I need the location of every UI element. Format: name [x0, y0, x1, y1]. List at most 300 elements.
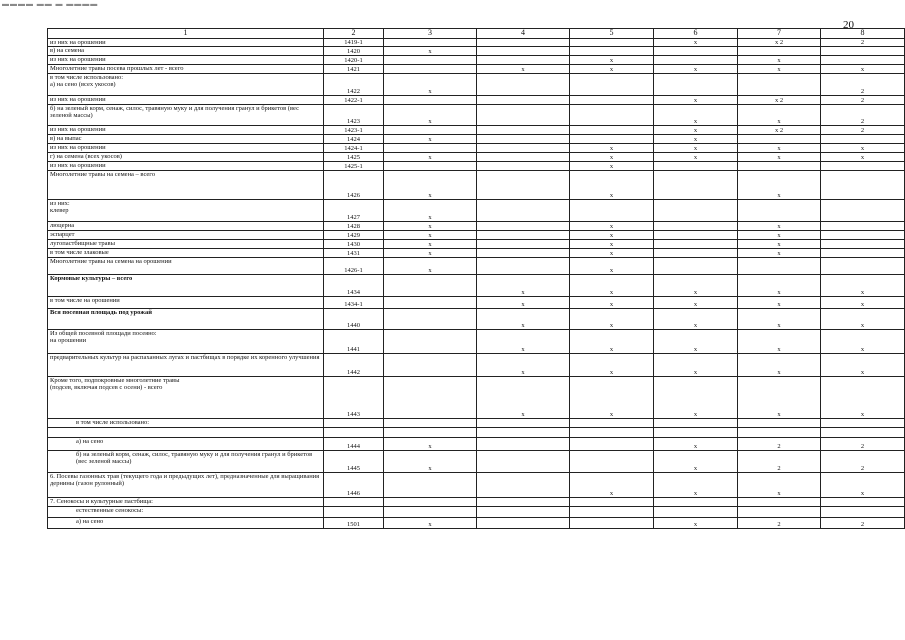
cell-mark-c8: x — [821, 377, 905, 419]
cell-mark-c8: 2 — [821, 518, 905, 529]
cell-mark-c4 — [477, 258, 570, 275]
cell-mark-c3: x — [384, 222, 477, 231]
cell-mark-c8 — [821, 135, 905, 144]
cell-mark-c5 — [570, 135, 654, 144]
cell-mark-c6: x — [654, 126, 738, 135]
cell-mark-c4 — [477, 428, 570, 438]
cell-mark-c8: x — [821, 330, 905, 354]
column-header: 2 — [324, 29, 384, 39]
row-label: люцерна — [48, 222, 324, 231]
cell-mark-c5 — [570, 47, 654, 56]
cell-mark-c3 — [384, 126, 477, 135]
cell-mark-c3 — [384, 419, 477, 428]
row-label: из них на орошении — [48, 96, 324, 105]
table-row — [48, 507, 905, 518]
cell-mark-c7 — [738, 507, 821, 518]
row-code: 1441 — [324, 330, 384, 354]
row-code: 1427 — [324, 200, 384, 222]
cell-mark-c4: x — [477, 354, 570, 377]
cell-mark-c6 — [654, 162, 738, 171]
cell-mark-c6 — [654, 507, 738, 518]
cell-mark-c8: 2 — [821, 96, 905, 105]
cell-mark-c6 — [654, 222, 738, 231]
row-code: 1445 — [324, 451, 384, 473]
cell-mark-c4 — [477, 507, 570, 518]
cell-mark-c3 — [384, 144, 477, 153]
row-code: 1440 — [324, 309, 384, 330]
cell-mark-c5 — [570, 451, 654, 473]
cell-mark-c8 — [821, 249, 905, 258]
row-label: Кормовые культуры – всего — [48, 275, 324, 297]
row-label: Многолетние травы на семена на орошении — [48, 258, 324, 275]
row-label: б) на зеленый корм, сенаж, силос, травяную муку и для получения гранул и брикетов (вес зеленой массы) — [48, 105, 324, 126]
table-row — [48, 65, 905, 74]
cell-mark-c7: x — [738, 473, 821, 498]
cell-mark-c6: x — [654, 96, 738, 105]
row-code — [324, 498, 384, 507]
cell-mark-c5 — [570, 507, 654, 518]
cell-mark-c8: x — [821, 297, 905, 309]
cell-mark-c5: x — [570, 222, 654, 231]
cell-mark-c4: x — [477, 377, 570, 419]
cell-mark-c4 — [477, 56, 570, 65]
cell-mark-c6: x — [654, 153, 738, 162]
table-row — [48, 74, 905, 96]
cell-mark-c4 — [477, 419, 570, 428]
cell-mark-c5 — [570, 39, 654, 47]
cell-mark-c8 — [821, 222, 905, 231]
cell-mark-c4 — [477, 438, 570, 451]
cell-mark-c4 — [477, 126, 570, 135]
row-label: Многолетние травы посева прошлых лет - всего — [48, 65, 324, 74]
cell-mark-c7: x — [738, 153, 821, 162]
row-label: эспарцет — [48, 231, 324, 240]
cell-mark-c3: x — [384, 451, 477, 473]
table-row — [48, 240, 905, 249]
cell-mark-c4 — [477, 473, 570, 498]
cell-mark-c6: x — [654, 518, 738, 529]
cell-mark-c7: x — [738, 330, 821, 354]
cell-mark-c6 — [654, 428, 738, 438]
cell-mark-c6: x — [654, 144, 738, 153]
cell-mark-c8: x — [821, 275, 905, 297]
cell-mark-c6 — [654, 419, 738, 428]
cell-mark-c8 — [821, 231, 905, 240]
cell-mark-c4: x — [477, 309, 570, 330]
cell-mark-c5: x — [570, 153, 654, 162]
cell-mark-c3: x — [384, 231, 477, 240]
table-row — [48, 171, 905, 200]
cell-mark-c5 — [570, 105, 654, 126]
cell-mark-c4: x — [477, 275, 570, 297]
cell-mark-c8 — [821, 171, 905, 200]
header-scribble: ▬▬▬▬ ▬▬ ▬ ▬▬▬▬ — [2, 0, 99, 8]
row-code: 1420-1 — [324, 56, 384, 65]
cell-mark-c3 — [384, 275, 477, 297]
row-code: 1434 — [324, 275, 384, 297]
cell-mark-c8: 2 — [821, 74, 905, 96]
row-code: 1422-1 — [324, 96, 384, 105]
cell-mark-c3 — [384, 96, 477, 105]
cell-mark-c4 — [477, 39, 570, 47]
cell-mark-c7 — [738, 258, 821, 275]
cell-mark-c3: x — [384, 105, 477, 126]
row-code: 1419-1 — [324, 39, 384, 47]
cell-mark-c5: x — [570, 330, 654, 354]
cell-mark-c7: x — [738, 377, 821, 419]
table-row — [48, 96, 905, 105]
row-code: 1429 — [324, 231, 384, 240]
cell-mark-c8 — [821, 47, 905, 56]
row-code: 1444 — [324, 438, 384, 451]
column-header: 3 — [384, 29, 477, 39]
cell-mark-c3 — [384, 39, 477, 47]
cell-mark-c5: x — [570, 377, 654, 419]
cell-mark-c8: 2 — [821, 105, 905, 126]
row-label: из них: клевер — [48, 200, 324, 222]
row-label: предварительных культур на распаханных лугах и пастбищах в порядке их коренного улучшения — [48, 354, 324, 377]
cell-mark-c5: x — [570, 144, 654, 153]
column-header: 7 — [738, 29, 821, 39]
row-label: в том числе использовано: а) на сено (всех укосов) — [48, 74, 324, 96]
cell-mark-c7 — [738, 47, 821, 56]
cell-mark-c4 — [477, 451, 570, 473]
cell-mark-c3: x — [384, 47, 477, 56]
cell-mark-c3 — [384, 65, 477, 74]
row-label: б) на зеленый корм, сенаж, силос, травяную муку и для получения гранул и брикетов (вес зеленой массы) — [48, 451, 324, 473]
cell-mark-c6 — [654, 200, 738, 222]
cell-mark-c8 — [821, 419, 905, 428]
cell-mark-c3 — [384, 297, 477, 309]
row-code: 1423 — [324, 105, 384, 126]
cell-mark-c7: x — [738, 309, 821, 330]
cell-mark-c4 — [477, 249, 570, 258]
row-code: 1431 — [324, 249, 384, 258]
cell-mark-c7 — [738, 200, 821, 222]
cell-mark-c8 — [821, 162, 905, 171]
cell-mark-c5 — [570, 438, 654, 451]
cell-mark-c3 — [384, 309, 477, 330]
cell-mark-c7: x — [738, 240, 821, 249]
cell-mark-c7: 2 — [738, 518, 821, 529]
cell-mark-c6: x — [654, 330, 738, 354]
cell-mark-c6: x — [654, 105, 738, 126]
table-row — [48, 56, 905, 65]
cell-mark-c6 — [654, 171, 738, 200]
row-label: из них на орошении — [48, 39, 324, 47]
cell-mark-c8 — [821, 56, 905, 65]
cell-mark-c4: x — [477, 330, 570, 354]
cell-mark-c8 — [821, 200, 905, 222]
row-label: 6. Посевы газонных трав (текущего года и предыдущих лет), предназначенные для выращивания дернины (газон рулонный) — [48, 473, 324, 498]
cell-mark-c5 — [570, 74, 654, 96]
cell-mark-c4 — [477, 144, 570, 153]
cell-mark-c5: x — [570, 162, 654, 171]
row-label: в том числе использовано: — [48, 419, 324, 428]
cell-mark-c4 — [477, 518, 570, 529]
cell-mark-c7 — [738, 428, 821, 438]
cell-mark-c7: x 2 — [738, 39, 821, 47]
row-label: в) на семена — [48, 47, 324, 56]
column-header: 8 — [821, 29, 905, 39]
row-label: в том числе злаковые — [48, 249, 324, 258]
row-label: Кроме того, подпокровные многолетние травы (подсев, включая подсев с осени) - всего — [48, 377, 324, 419]
table-row — [48, 135, 905, 144]
table-row — [48, 258, 905, 275]
cell-mark-c4 — [477, 74, 570, 96]
cell-mark-c3 — [384, 498, 477, 507]
cell-mark-c8: 2 — [821, 126, 905, 135]
table-row — [48, 231, 905, 240]
cell-mark-c3: x — [384, 518, 477, 529]
cell-mark-c8 — [821, 428, 905, 438]
cell-mark-c6: x — [654, 297, 738, 309]
cell-mark-c4 — [477, 171, 570, 200]
cell-mark-c3: x — [384, 438, 477, 451]
cell-mark-c5 — [570, 419, 654, 428]
row-label — [48, 428, 324, 438]
cell-mark-c4: x — [477, 297, 570, 309]
cell-mark-c7: x — [738, 297, 821, 309]
cell-mark-c5: x — [570, 65, 654, 74]
cell-mark-c6 — [654, 56, 738, 65]
cell-mark-c6: x — [654, 377, 738, 419]
column-header: 6 — [654, 29, 738, 39]
table-row — [48, 451, 905, 473]
cell-mark-c7: x — [738, 275, 821, 297]
cell-mark-c7: x — [738, 249, 821, 258]
row-label: лугопастбищные травы — [48, 240, 324, 249]
cell-mark-c7: x 2 — [738, 126, 821, 135]
cell-mark-c5 — [570, 498, 654, 507]
row-label: из них на орошении — [48, 144, 324, 153]
row-code: 1443 — [324, 377, 384, 419]
cell-mark-c8: x — [821, 65, 905, 74]
cell-mark-c7: x 2 — [738, 96, 821, 105]
table-row — [48, 39, 905, 47]
cell-mark-c4 — [477, 96, 570, 105]
cell-mark-c3: x — [384, 258, 477, 275]
cell-mark-c3: x — [384, 249, 477, 258]
cell-mark-c4 — [477, 200, 570, 222]
column-header: 4 — [477, 29, 570, 39]
cell-mark-c8 — [821, 240, 905, 249]
cell-mark-c6: x — [654, 451, 738, 473]
row-code: 1422 — [324, 74, 384, 96]
cell-mark-c3 — [384, 354, 477, 377]
row-label: в том числе на орошении — [48, 297, 324, 309]
cell-mark-c7: x — [738, 171, 821, 200]
row-code: 1425 — [324, 153, 384, 162]
row-code: 1424 — [324, 135, 384, 144]
cell-mark-c8: 2 — [821, 39, 905, 47]
table-row — [48, 438, 905, 451]
row-label: Из общей посевной площади посеяно: на орошении — [48, 330, 324, 354]
cell-mark-c6: x — [654, 65, 738, 74]
column-header: 5 — [570, 29, 654, 39]
cell-mark-c7 — [738, 498, 821, 507]
cell-mark-c8: x — [821, 354, 905, 377]
row-code — [324, 507, 384, 518]
table-row — [48, 162, 905, 171]
cell-mark-c4 — [477, 498, 570, 507]
row-label: из них на орошении — [48, 162, 324, 171]
cell-mark-c6 — [654, 240, 738, 249]
cell-mark-c3: x — [384, 200, 477, 222]
table-row — [48, 473, 905, 498]
cell-mark-c3 — [384, 162, 477, 171]
row-code: 1426 — [324, 171, 384, 200]
table-row — [48, 428, 905, 438]
cell-mark-c5 — [570, 126, 654, 135]
row-label: а) на сено — [48, 438, 324, 451]
row-code: 1423-1 — [324, 126, 384, 135]
row-label: из них на орошении — [48, 126, 324, 135]
row-label: Многолетние травы на семена – всего — [48, 171, 324, 200]
cell-mark-c3: x — [384, 135, 477, 144]
row-code: 1501 — [324, 518, 384, 529]
cell-mark-c4: x — [477, 65, 570, 74]
cell-mark-c6: x — [654, 39, 738, 47]
row-code — [324, 428, 384, 438]
cell-mark-c3 — [384, 330, 477, 354]
cell-mark-c5: x — [570, 354, 654, 377]
row-code: 1446 — [324, 473, 384, 498]
cell-mark-c5: x — [570, 171, 654, 200]
row-label: естественные сенокосы: — [48, 507, 324, 518]
cell-mark-c4 — [477, 47, 570, 56]
table-row — [48, 47, 905, 56]
cell-mark-c7: 2 — [738, 438, 821, 451]
table-row — [48, 297, 905, 309]
table-row — [48, 309, 905, 330]
cell-mark-c5: x — [570, 297, 654, 309]
cell-mark-c7: x — [738, 222, 821, 231]
cell-mark-c6: x — [654, 309, 738, 330]
cell-mark-c4 — [477, 222, 570, 231]
table-row — [48, 354, 905, 377]
row-code: 1424-1 — [324, 144, 384, 153]
cell-mark-c5: x — [570, 473, 654, 498]
row-code — [324, 419, 384, 428]
cell-mark-c6: x — [654, 275, 738, 297]
row-code: 1425-1 — [324, 162, 384, 171]
cell-mark-c6 — [654, 47, 738, 56]
column-header: 1 — [48, 29, 324, 39]
cell-mark-c8: 2 — [821, 438, 905, 451]
table-row — [48, 330, 905, 354]
page-number: 20 — [843, 19, 854, 31]
table-row — [48, 419, 905, 428]
cell-mark-c8: x — [821, 144, 905, 153]
table-row — [48, 498, 905, 507]
row-code: 1428 — [324, 222, 384, 231]
cell-mark-c6 — [654, 249, 738, 258]
cell-mark-c8 — [821, 507, 905, 518]
cell-mark-c5 — [570, 96, 654, 105]
cell-mark-c4 — [477, 135, 570, 144]
form-table — [47, 28, 905, 529]
cell-mark-c7: x — [738, 231, 821, 240]
cell-mark-c7 — [738, 162, 821, 171]
cell-mark-c3 — [384, 428, 477, 438]
cell-mark-c5: x — [570, 56, 654, 65]
header-row — [48, 29, 905, 39]
cell-mark-c5: x — [570, 231, 654, 240]
cell-mark-c5: x — [570, 275, 654, 297]
cell-mark-c7: 2 — [738, 451, 821, 473]
table-row — [48, 518, 905, 529]
cell-mark-c4 — [477, 231, 570, 240]
table-row — [48, 144, 905, 153]
cell-mark-c6: x — [654, 135, 738, 144]
cell-mark-c5 — [570, 518, 654, 529]
row-label: 7. Сенокосы и культурные пастбища: — [48, 498, 324, 507]
cell-mark-c7 — [738, 74, 821, 96]
cell-mark-c4 — [477, 240, 570, 249]
cell-mark-c7: x — [738, 144, 821, 153]
cell-mark-c5: x — [570, 258, 654, 275]
cell-mark-c8: x — [821, 153, 905, 162]
cell-mark-c8 — [821, 258, 905, 275]
row-label: Вся посевная площадь под урожай — [48, 309, 324, 330]
cell-mark-c4 — [477, 162, 570, 171]
row-label: г) на семена (всех укосов) — [48, 153, 324, 162]
row-code: 1434-1 — [324, 297, 384, 309]
cell-mark-c8: 2 — [821, 451, 905, 473]
cell-mark-c3: x — [384, 240, 477, 249]
cell-mark-c3: x — [384, 153, 477, 162]
cell-mark-c7 — [738, 419, 821, 428]
row-code: 1426-1 — [324, 258, 384, 275]
cell-mark-c5: x — [570, 309, 654, 330]
cell-mark-c6 — [654, 498, 738, 507]
cell-mark-c7: x — [738, 65, 821, 74]
cell-mark-c3 — [384, 377, 477, 419]
cell-mark-c4 — [477, 105, 570, 126]
table-row — [48, 105, 905, 126]
cell-mark-c5: x — [570, 240, 654, 249]
row-code: 1420 — [324, 47, 384, 56]
cell-mark-c8: x — [821, 309, 905, 330]
cell-mark-c3 — [384, 56, 477, 65]
row-label: а) на сено — [48, 518, 324, 529]
cell-mark-c6 — [654, 231, 738, 240]
cell-mark-c6 — [654, 258, 738, 275]
cell-mark-c6: x — [654, 354, 738, 377]
cell-mark-c8 — [821, 498, 905, 507]
row-code: 1442 — [324, 354, 384, 377]
cell-mark-c5: x — [570, 249, 654, 258]
row-label: в) на выпас — [48, 135, 324, 144]
cell-mark-c6: x — [654, 473, 738, 498]
table-row — [48, 275, 905, 297]
cell-mark-c7 — [738, 135, 821, 144]
table-row — [48, 377, 905, 419]
cell-mark-c3: x — [384, 74, 477, 96]
cell-mark-c8: x — [821, 473, 905, 498]
cell-mark-c7: x — [738, 354, 821, 377]
table-row — [48, 222, 905, 231]
cell-mark-c5 — [570, 200, 654, 222]
cell-mark-c7: x — [738, 105, 821, 126]
cell-mark-c4 — [477, 153, 570, 162]
cell-mark-c6: x — [654, 438, 738, 451]
table-row — [48, 249, 905, 258]
row-label: из них на орошении — [48, 56, 324, 65]
row-code: 1421 — [324, 65, 384, 74]
cell-mark-c3: x — [384, 171, 477, 200]
